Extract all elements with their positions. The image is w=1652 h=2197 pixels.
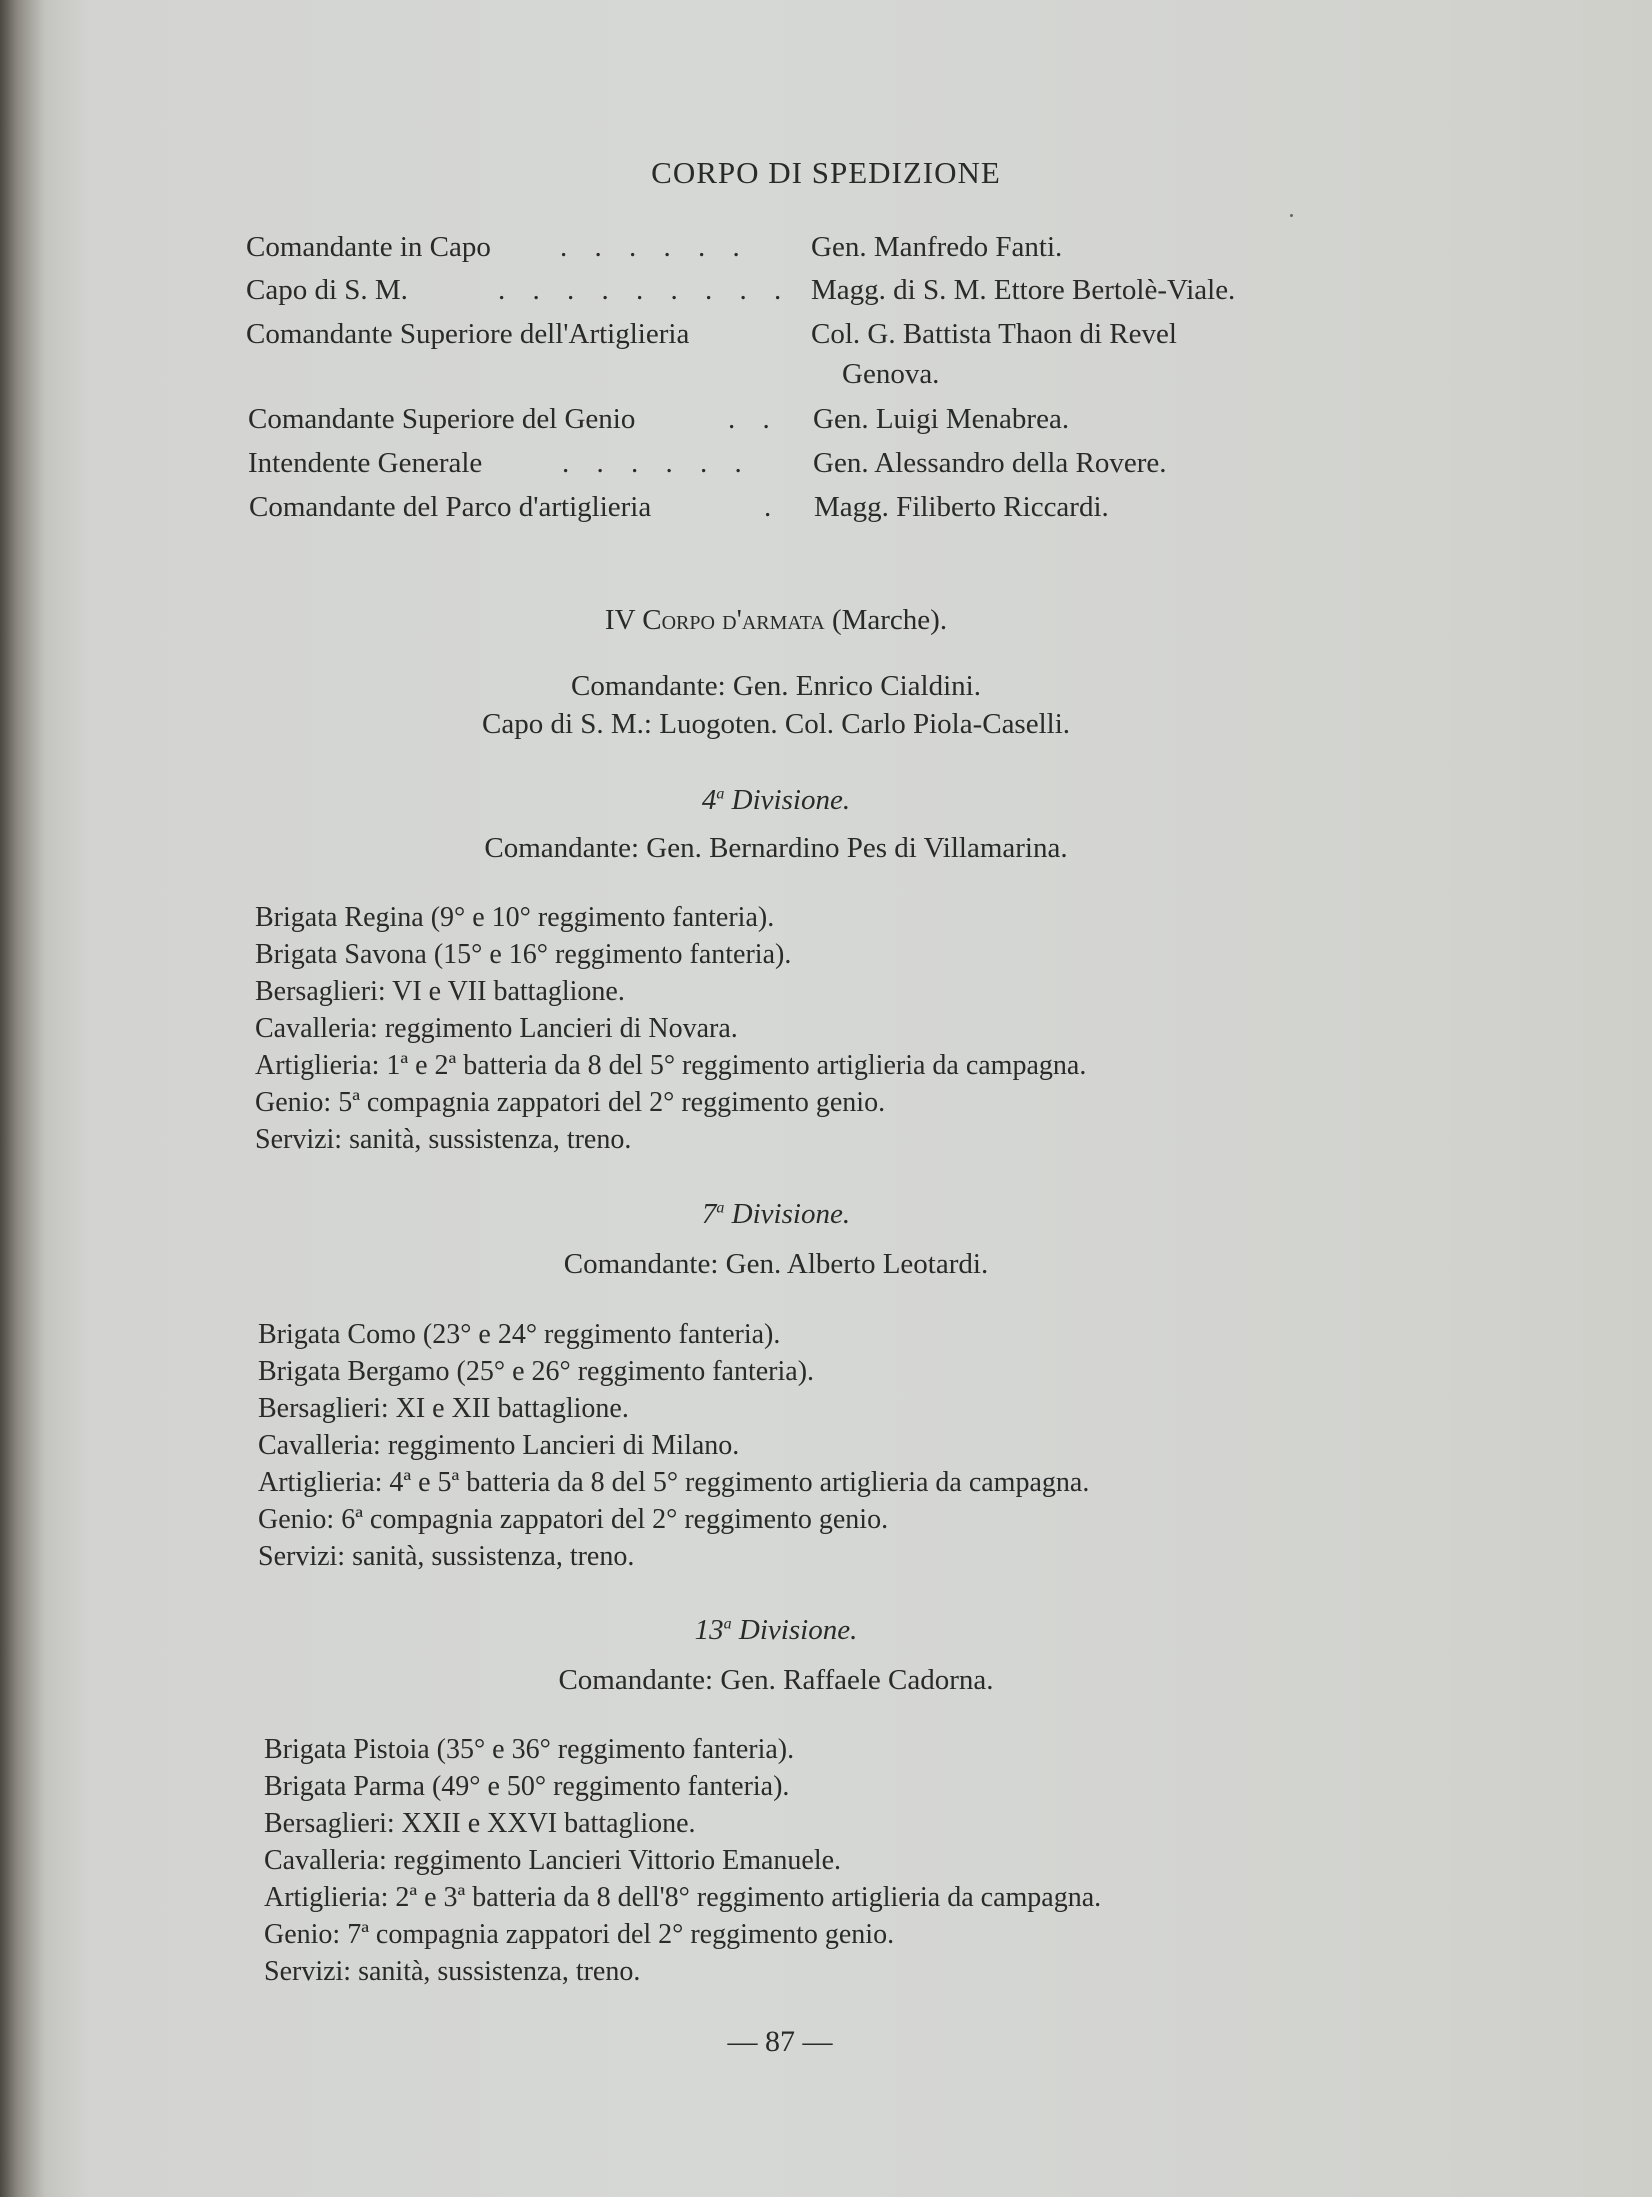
leader-dots: . . . . . . . . . bbox=[498, 274, 792, 306]
division-label: Divisione. bbox=[738, 1614, 858, 1646]
unit-line: Artiglieria: 2ª e 3ª batteria da 8 dell'8° reggimento artiglieria da campagna. bbox=[264, 1882, 1102, 1913]
unit-line: Brigata Bergamo (25° e 26° reggimento fanteria). bbox=[258, 1356, 815, 1387]
unit-line: Bersaglieri: VI e VII battaglione. bbox=[255, 976, 625, 1007]
paper-speck bbox=[1290, 214, 1293, 217]
unit-line: Artiglieria: 1ª e 2ª batteria da 8 del 5° reggimento artiglieria da campagna. bbox=[255, 1050, 1087, 1081]
division-heading bbox=[0, 1198, 1552, 1231]
staff-name-continuation: Genova. bbox=[842, 358, 940, 390]
staff-role: Comandante Superiore dell'Artiglieria bbox=[246, 318, 690, 350]
division-number: 13 bbox=[694, 1614, 724, 1646]
division-commander: Comandante: Gen. Raffaele Cadorna. bbox=[558, 1664, 994, 1696]
staff-role: Comandante in Capo bbox=[246, 231, 491, 263]
division-label: Divisione. bbox=[731, 1198, 851, 1230]
division-number: 7 bbox=[701, 1198, 717, 1230]
staff-role: Comandante Superiore del Genio bbox=[248, 403, 636, 435]
staff-name: Magg. di S. M. Ettore Bertolè-Viale. bbox=[811, 274, 1236, 306]
unit-line: Bersaglieri: XI e XII battaglione. bbox=[258, 1393, 629, 1424]
ordinal-suffix: a bbox=[723, 1615, 732, 1633]
division-commander: Comandante: Gen. Bernardino Pes di Villamarina. bbox=[484, 832, 1068, 864]
corps-number: IV bbox=[604, 604, 635, 636]
unit-line: Artiglieria: 4ª e 5ª batteria da 8 del 5° reggimento artiglieria da campagna. bbox=[258, 1467, 1090, 1498]
division-heading bbox=[0, 1614, 1552, 1647]
leader-dots: . bbox=[764, 491, 782, 523]
leader-dots: . . . . . . bbox=[562, 447, 752, 479]
page-number: — 87 — bbox=[727, 2025, 833, 2058]
division-commander: Comandante: Gen. Alberto Leotardi. bbox=[563, 1248, 989, 1280]
staff-name: Gen. Manfredo Fanti. bbox=[811, 231, 1063, 263]
unit-line: Servizi: sanità, sussistenza, treno. bbox=[258, 1541, 635, 1572]
staff-role: Comandante del Parco d'artiglieria bbox=[249, 491, 652, 523]
unit-line: Genio: 6ª compagnia zappatori del 2° reggimento genio. bbox=[258, 1504, 889, 1535]
unit-line: Genio: 5ª compagnia zappatori del 2° reggimento genio. bbox=[255, 1087, 886, 1118]
staff-name: Gen. Alessandro della Rovere. bbox=[813, 447, 1167, 479]
page-title: CORPO DI SPEDIZIONE bbox=[651, 155, 1001, 190]
unit-line: Servizi: sanità, sussistenza, treno. bbox=[255, 1124, 632, 1155]
unit-line: Brigata Regina (9° e 10° reggimento fanteria). bbox=[255, 902, 775, 933]
corps-chief-of-staff: Capo di S. M.: Luogoten. Col. Carlo Piola-Caselli. bbox=[481, 708, 1071, 740]
unit-line: Cavalleria: reggimento Lancieri di Novara. bbox=[255, 1013, 738, 1044]
staff-name: Gen. Luigi Menabrea. bbox=[813, 403, 1070, 435]
unit-line: Brigata Savona (15° e 16° reggimento fanteria). bbox=[255, 939, 792, 970]
unit-line: Bersaglieri: XXII e XXVI battaglione. bbox=[264, 1808, 696, 1839]
corps-name: Corpo d'armata bbox=[642, 604, 825, 636]
corps-commander: Comandante: Gen. Enrico Cialdini. bbox=[571, 670, 981, 702]
unit-line: Cavalleria: reggimento Lancieri Vittorio Emanuele. bbox=[264, 1845, 842, 1876]
staff-name: Col. G. Battista Thaon di Revel bbox=[811, 318, 1177, 350]
unit-line: Servizi: sanità, sussistenza, treno. bbox=[264, 1956, 641, 1987]
unit-line: Genio: 7ª compagnia zappatori del 2° reggimento genio. bbox=[264, 1919, 895, 1950]
unit-line: Brigata Parma (49° e 50° reggimento fanteria). bbox=[264, 1771, 790, 1802]
unit-line: Cavalleria: reggimento Lancieri di Milano. bbox=[258, 1430, 740, 1461]
corps-region: (Marche). bbox=[831, 604, 948, 636]
staff-name: Magg. Filiberto Riccardi. bbox=[814, 491, 1109, 523]
ordinal-suffix: a bbox=[716, 785, 725, 803]
division-label: Divisione. bbox=[731, 784, 851, 816]
corps-heading bbox=[0, 604, 1552, 637]
staff-role: Capo di S. M. bbox=[246, 274, 408, 306]
unit-line: Brigata Como (23° e 24° reggimento fanteria). bbox=[258, 1319, 781, 1350]
staff-role: Intendente Generale bbox=[248, 447, 483, 479]
leader-dots: . . bbox=[728, 403, 780, 435]
division-units bbox=[258, 1316, 1089, 1575]
unit-line: Brigata Pistoia (35° e 36° reggimento fanteria). bbox=[264, 1734, 795, 1765]
division-units bbox=[264, 1731, 1101, 1990]
ordinal-suffix: a bbox=[716, 1199, 725, 1217]
division-units bbox=[255, 899, 1086, 1158]
leader-dots: . . . . . . bbox=[560, 231, 750, 263]
division-heading bbox=[0, 784, 1552, 817]
division-number: 4 bbox=[701, 784, 717, 816]
